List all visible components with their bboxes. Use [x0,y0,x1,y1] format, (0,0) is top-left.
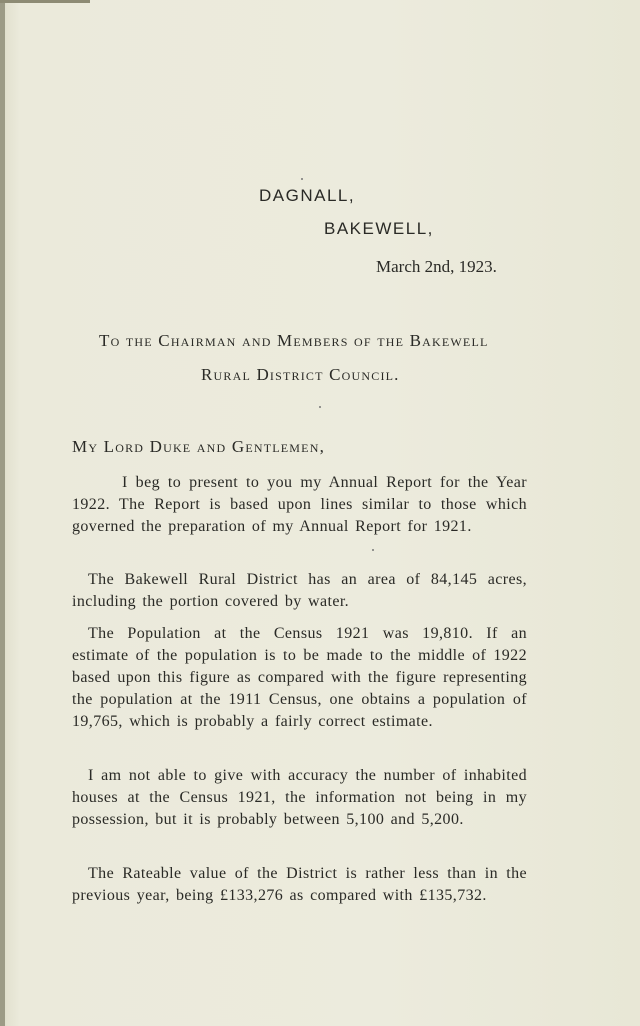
page-top-mark [0,0,90,3]
letterhead-town: BAKEWELL, [324,219,434,238]
paper-speck [319,406,321,408]
paragraph-houses: I am not able to give with accuracy the number of inhabited houses at the Census 1921, the information not being in my possession, but it is probably between 5,100 and 5,200. [72,767,527,828]
paragraph-annual-report: I beg to present to you my Annual Report for the Year 1922. The Report is based upon lines similar to those which governed the preparation of my Annual Report for 1921. [72,474,527,535]
paragraph-population: The Population at the Census 1921 was 19,810. If an estimate of the population is to be made to the middle of 1922 based upon this figure as compared with the figure representing the population at the 1911 Census, one obtains a population of 19,765, which is probably a fairly correct estimate. [72,625,527,730]
paper-speck [372,549,374,551]
letter-date: March 2nd, 1923. [376,257,497,276]
paragraph-rateable-value: The Rateable value of the District is rather less than in the previous year, being £133,276 as compared with £135,732. [72,865,527,904]
greeting: My Lord Duke and Gentlemen, [72,437,326,456]
page-spine-edge [0,0,5,1026]
letterhead-place: DAGNALL, [259,186,356,205]
addressee-line-2: Rural District Council. [201,365,400,384]
addressee-line-1: To the Chairman and Members of the Bakewell [99,331,489,350]
paragraph-area: The Bakewell Rural District has an area of 84,145 acres, including the portion covered by water. [72,571,527,610]
paper-speck [301,178,303,180]
